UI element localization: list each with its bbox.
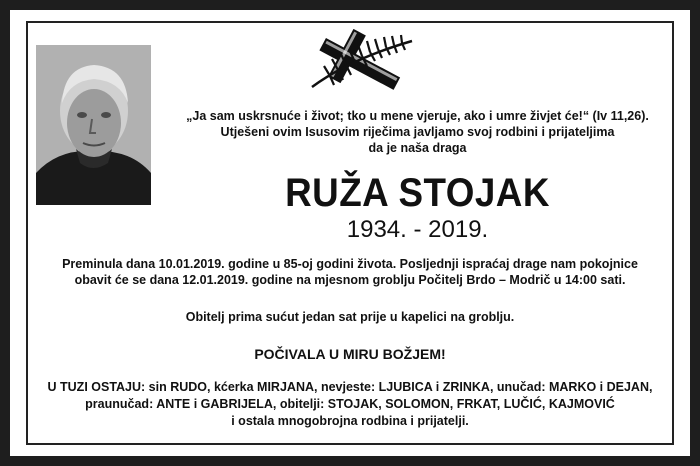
cross-with-palm-branch-icon — [300, 29, 420, 95]
life-years: 1934. - 2019. — [346, 216, 489, 243]
quote-line: Utješeni ovim Isusovim riječima javljamo svoj rodbini i prijateljima — [220, 125, 615, 139]
scripture-quote — [155, 108, 680, 156]
condolence-reception: Obitelj prima sućut jedan sat prije u kapelici na groblju. — [185, 310, 515, 324]
rest-in-peace-heading: POČIVALA U MIRU BOŽJEM! — [254, 346, 446, 362]
deceased-portrait-photo — [36, 45, 151, 205]
obituary-card — [10, 10, 690, 456]
funeral-details-line: obavit će se dana 12.01.2019. godine na mjesnom groblju Počitelj Brdo – Modrič u 14:00 sati. — [74, 273, 626, 287]
mourners-line: i ostala mnogobrojna rodbina i prijatelji. — [231, 414, 469, 428]
mourners-line: U TUZI OSTAJU: sin RUDO, kćerka MIRJANA, nevjeste: LJUBICA i ZRINKA, unučad: MARKO i DEJAN, — [47, 380, 653, 394]
quote-line: da je naša draga — [368, 141, 467, 155]
funeral-details-line: Preminula dana 10.01.2019. godine u 85-oj godini života. Posljednji ispraćaj drage nam pokojnice — [62, 257, 638, 271]
mourners-line: praunučad: ANTE i GABRIJELA, obitelji: STOJAK, SOLOMON, FRKAT, LUČIĆ, KAJMOVIĆ — [85, 397, 615, 411]
funeral-details — [20, 256, 680, 288]
quote-line: „Ja sam uskrsnuće i život; tko u mene vjeruje, ako i umre živjet će!“ (Iv 11,26). — [186, 109, 649, 123]
mourners-list — [20, 379, 680, 430]
deceased-name: RUŽA STOJAK — [285, 171, 550, 215]
